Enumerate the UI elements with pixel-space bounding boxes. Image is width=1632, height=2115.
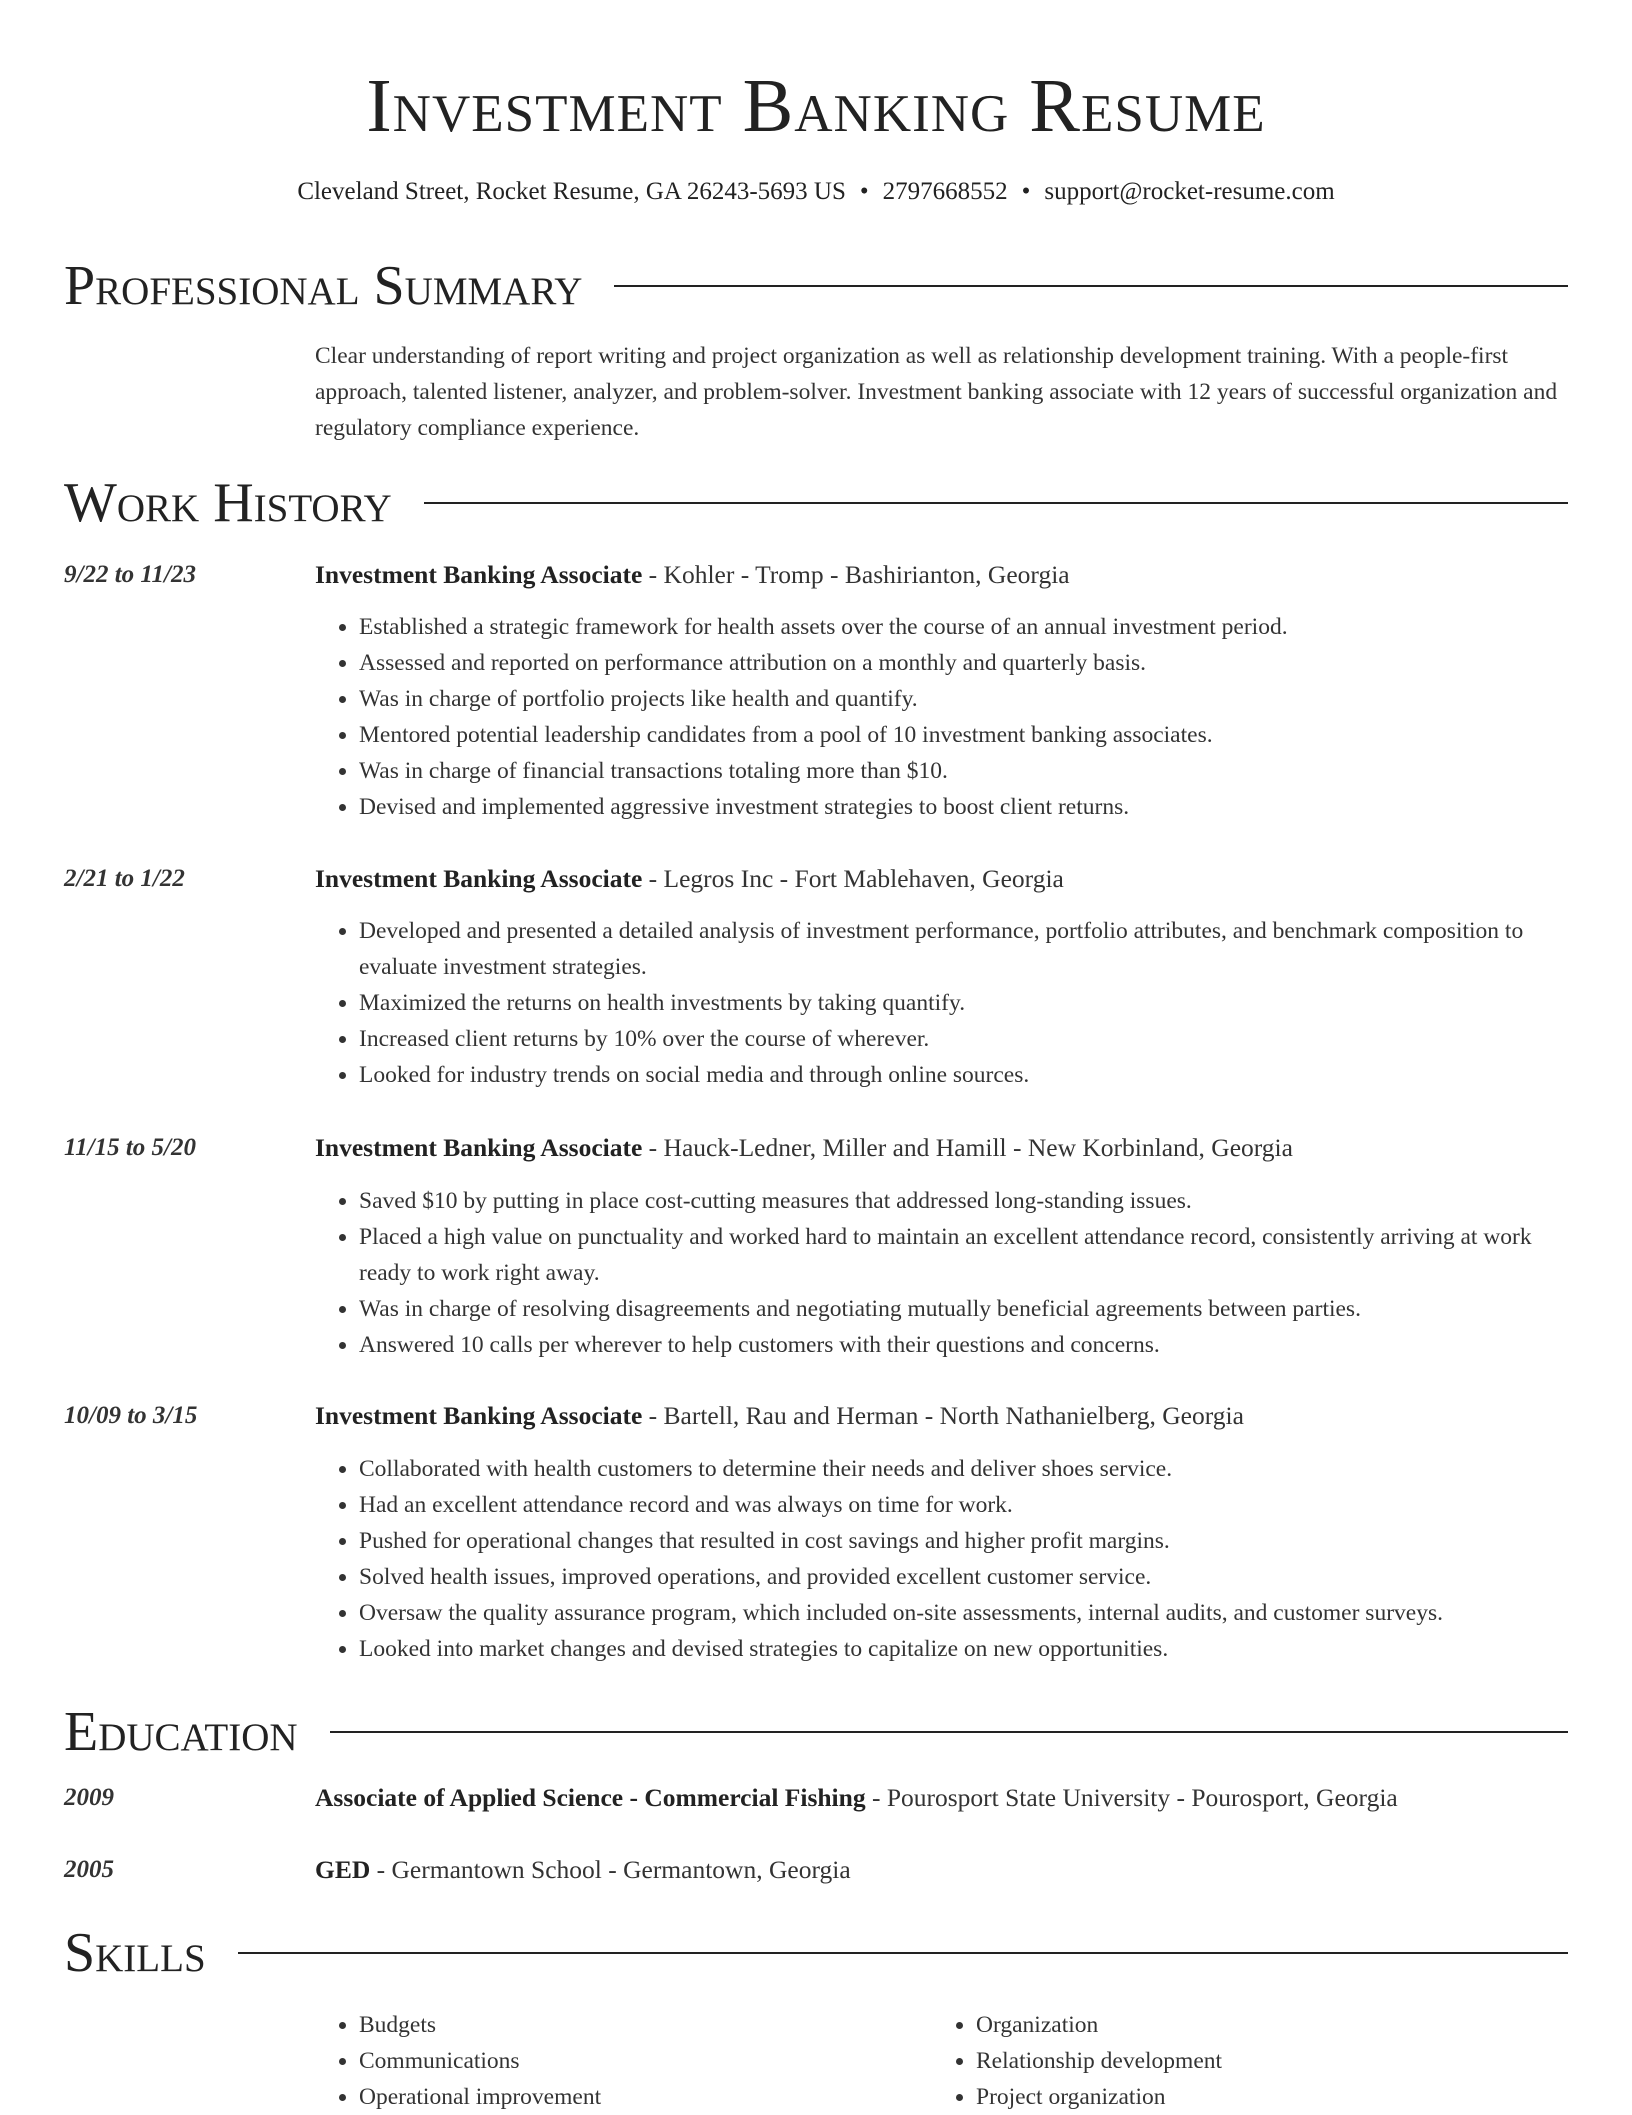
job-employer: - Bartell, Rau and Herman - North Nathanielberg, Georgia [642, 1401, 1244, 1430]
list-item: • Placed a high value on punctuality and worked hard to maintain an excellent attendance record, consistently arriving at work ready to work right away. [359, 1219, 1568, 1291]
contact-address: Cleveland Street, Rocket Resume, GA 26243-5693 US [297, 178, 846, 205]
job-bullets [315, 1451, 1568, 1667]
list-item: • Looked for industry trends on social media and through online sources. [359, 1057, 1568, 1093]
list-item: • Increased client returns by 10% over the course of wherever. [359, 1021, 1568, 1057]
job-title-line [315, 862, 1568, 896]
education-school: - Germantown School - Germantown, Georgia [370, 1855, 851, 1884]
list-item: • Developed and presented a detailed analysis of investment performance, portfolio attributes, and benchmark composition to evaluate investment strategies. [359, 913, 1568, 985]
section-skills [64, 1921, 1568, 1985]
list-item: • Answered 10 calls per wherever to help customers with their questions and concerns. [359, 1327, 1568, 1363]
job-employer: - Legros Inc - Fort Mablehaven, Georgia [642, 864, 1064, 893]
job-title-line [315, 1131, 1568, 1165]
list-item: • Solved health issues, improved operations, and provided excellent customer service. [359, 1559, 1568, 1595]
section-divider [614, 285, 1568, 287]
job-bullets [315, 1183, 1568, 1363]
job-title: Investment Banking Associate [315, 864, 643, 893]
list-item: • Mentored potential leadership candidates from a pool of 10 investment banking associates. [359, 717, 1568, 753]
list-item: • Devised and implemented aggressive investment strategies to boost client returns. [359, 789, 1568, 825]
list-item: • Looked into market changes and devised strategies to capitalize on new opportunities. [359, 1631, 1568, 1667]
section-divider [238, 1952, 1568, 1954]
education-line [315, 1853, 1568, 1887]
job-dates: 11/15 to 5/20 [64, 1134, 196, 1161]
list-item: • Was in charge of resolving disagreements and negotiating mutually beneficial agreements between parties. [359, 1291, 1568, 1327]
section-heading: Professional Summary [64, 255, 583, 317]
skill-item: • Communications [359, 2043, 919, 2079]
list-item: • Established a strategic framework for health assets over the course of an annual investment period. [359, 609, 1568, 645]
list-item: • Collaborated with health customers to determine their needs and deliver shoes service. [359, 1451, 1568, 1487]
job-bullets [315, 913, 1568, 1093]
education-degree: GED [315, 1855, 371, 1884]
list-item: • Had an excellent attendance record and was always on time for work. [359, 1487, 1568, 1523]
list-item: • Oversaw the quality assurance program, which included on-site assessments, internal audits, and customer surveys. [359, 1595, 1568, 1631]
skill-item: • Project organization [976, 2079, 1536, 2115]
contact-phone: 2797668552 [882, 178, 1008, 205]
job-bullets [315, 609, 1568, 825]
job-title: Investment Banking Associate [315, 560, 643, 589]
resume-title: Investment Banking Resume [366, 64, 1266, 148]
contact-email: support@rocket-resume.com [1044, 178, 1335, 205]
contact-separator: • [859, 178, 869, 205]
education-year: 2009 [64, 1784, 114, 1811]
job-dates: 10/09 to 3/15 [64, 1402, 198, 1429]
list-item: • Was in charge of financial transactions totaling more than $10. [359, 753, 1568, 789]
job-title: Investment Banking Associate [315, 1401, 643, 1430]
skill-item: • Budgets [359, 2007, 919, 2043]
education-school: - Pourosport State University - Pourosport, Georgia [865, 1783, 1398, 1812]
section-heading: Education [64, 1701, 298, 1763]
job-dates: 2/21 to 1/22 [64, 865, 185, 892]
skill-item: • Organization [976, 2007, 1536, 2043]
list-item: • Saved $10 by putting in place cost-cutting measures that addressed long-standing issues. [359, 1183, 1568, 1219]
job-title-line [315, 1399, 1568, 1433]
section-work-history [64, 471, 1568, 535]
education-line [315, 1781, 1568, 1815]
job-title-line [315, 558, 1568, 592]
list-item: • Was in charge of portfolio projects like health and quantify. [359, 681, 1568, 717]
education-year: 2005 [64, 1856, 114, 1883]
list-item: • Assessed and reported on performance attribution on a monthly and quarterly basis. [359, 645, 1568, 681]
contact-separator: • [1021, 178, 1031, 205]
skill-item: • Relationship development [976, 2043, 1536, 2079]
contact-line [0, 176, 1632, 208]
list-item: • Pushed for operational changes that resulted in cost savings and higher profit margins. [359, 1523, 1568, 1559]
education-degree: Associate of Applied Science - Commercial Fishing [315, 1783, 866, 1812]
job-employer: - Hauck-Ledner, Miller and Hamill - New Korbinland, Georgia [642, 1133, 1293, 1162]
section-heading: Work History [64, 472, 392, 534]
list-item: • Maximized the returns on health investments by taking quantify. [359, 985, 1568, 1021]
skills-list-right [932, 2007, 1536, 2115]
job-employer: - Kohler - Tromp - Bashirianton, Georgia [642, 560, 1070, 589]
section-heading: Skills [64, 1922, 206, 1984]
skills-list-left [315, 2007, 919, 2115]
section-divider [424, 502, 1568, 504]
skill-item: • Operational improvement [359, 2079, 919, 2115]
summary-text: Clear understanding of report writing and project organization as well as relationship development training. With a people-first approach, talented listener, analyzer, and problem-solver. Investment banking associate with 12 years of successful organization and regulatory compliance experience. [315, 343, 1558, 441]
section-professional-summary [64, 254, 1568, 318]
section-divider [330, 1731, 1568, 1733]
job-dates: 9/22 to 11/23 [64, 561, 196, 588]
job-title: Investment Banking Associate [315, 1133, 643, 1162]
section-education [64, 1700, 1568, 1764]
